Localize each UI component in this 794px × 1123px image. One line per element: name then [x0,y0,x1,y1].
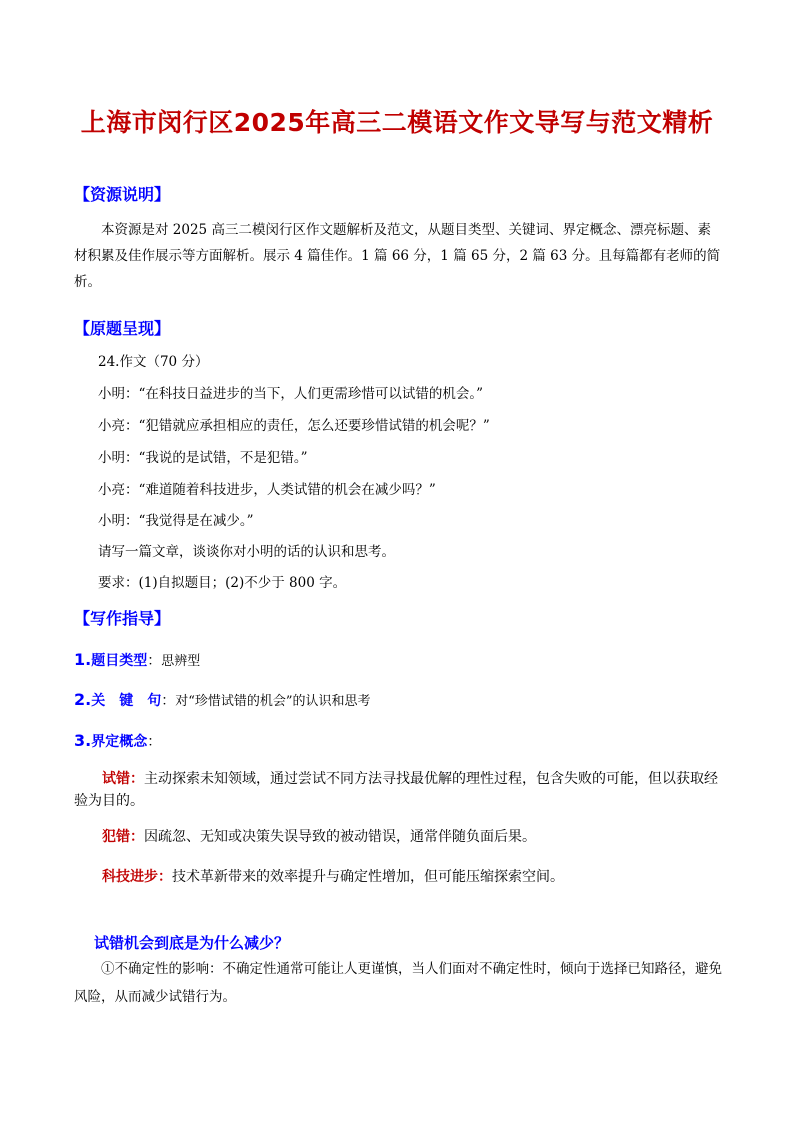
guide-item-definitions: 3.界定概念： [74,731,162,750]
page-title: 上海市闵行区2025年高三二模语文作文导写与范文精析 [80,108,714,137]
question-heading: 试错机会到底是为什么减少？ [94,934,290,952]
definition-trial: 试错：主动探索未知领域，通过尝试不同方法寻找最优解的理性过程，包含失败的可能，但以获取经验为目的。 [74,771,718,809]
original-line: 请写一篇文章，谈谈你对小明的话的认识和思考。 [98,544,395,560]
section-heading-original: 【原题呈现】 [74,319,171,338]
original-line: 小明：“在科技日益进步的当下，人们更需珍惜可以试错的机会。” [98,386,484,402]
original-line: 小明：“我说的是试错，不是犯错。” [98,450,308,466]
definition-mistake: 犯错：因疏忽、无知或决策失误导致的被动错误，通常伴随负面后果。 [102,829,536,845]
definition-tech-progress: 科技进步：技术革新带来的效率提升与确定性增加，但可能压缩探索空间。 [102,869,564,885]
section-heading-resource: 【资源说明】 [74,185,171,204]
question-paragraph: ①不确定性的影响：不确定性通常可能让人更谨慎，当人们面对不确定性时，倾向于选择已知路径，避免风险，从而减少试错行为。 [74,961,722,1005]
original-line: 要求：(1)自拟题目；(2)不少于 800 字。 [98,575,347,591]
guide-item-key-sentence: 2.关 键 句：对“珍惜试错的机会”的认识和思考 [74,690,371,709]
resource-description: 本资源是对 2025 高三二模闵行区作文题解析及范文，从题目类型、关键词、界定概念、漂亮标题、素材积累及佳作展示等方面解析。展示 4 篇佳作。1 篇 66 分，1 篇 65 分，2 篇 63 分。且每篇都有老师的简析。 [74,222,721,290]
section-heading-guide: 【写作指导】 [74,609,171,628]
original-line: 小亮：“难道随着科技进步，人类试错的机会在减少吗？” [98,482,436,498]
original-line: 24.作文（70 分） [98,354,209,370]
guide-item-type: 1.题目类型：思辨型 [74,650,201,669]
original-line: 小亮：“犯错就应承担相应的责任，怎么还要珍惜试错的机会呢？” [98,418,490,434]
original-line: 小明：“我觉得是在减少。” [98,513,254,529]
